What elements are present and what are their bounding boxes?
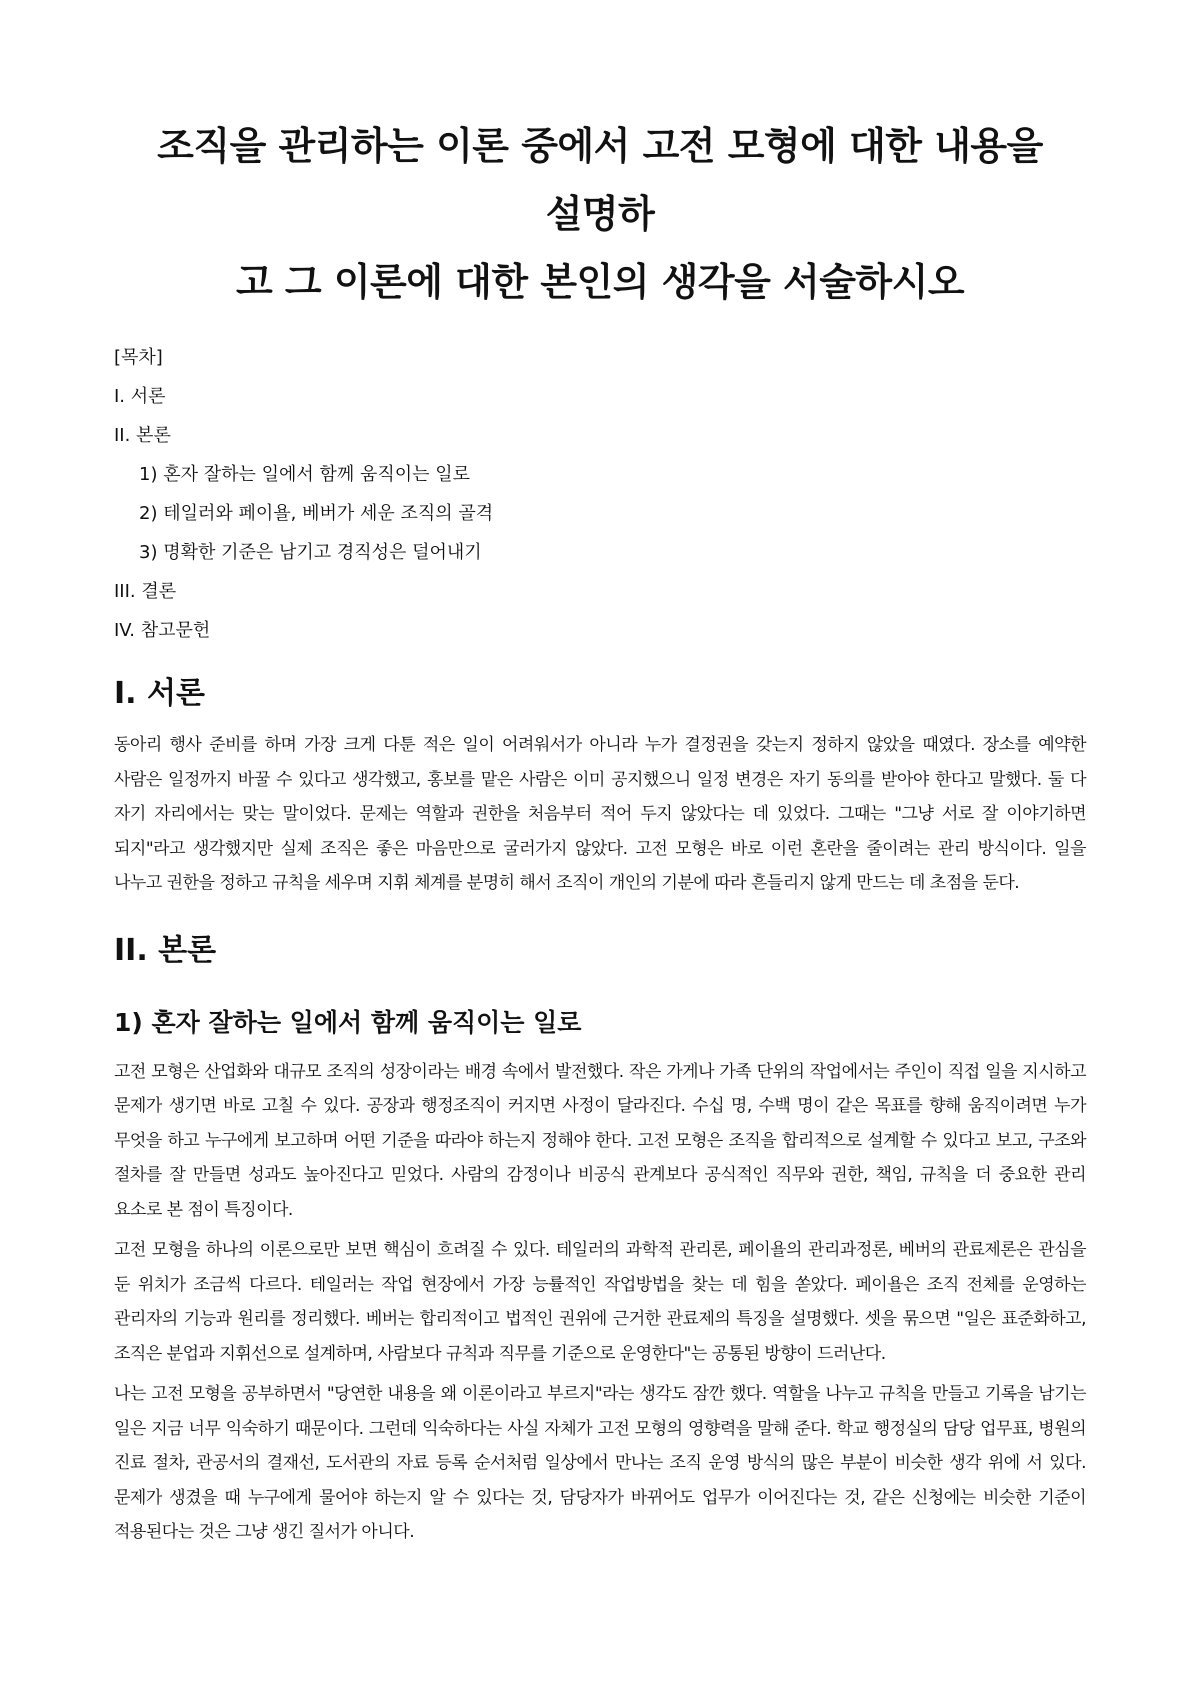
subsection-1-heading: 1) 혼자 잘하는 일에서 함께 움직이는 일로 (114, 1007, 582, 1037)
toc-item-body: II. 본론 (114, 425, 171, 446)
toc-heading: [목차] (114, 347, 163, 368)
body-paragraph-3: 나는 고전 모형을 공부하면서 "당연한 내용을 왜 이론이라고 부르지"라는 생각도 잠깐 했다. 역할을 나누고 규칙을 만들고 기록을 남기는 일은 지금 너무 익숙하기 때문이다. 그런데 익숙하다는 사실 자체가 고전 모형의 영향력을 말해 준다. 학교 행정실의 담당 업무표, 병원의 진료 절차, 관공서의 결재선, 도서관의 자료 등록 순서처럼 일상에서 만나는 조직 운영 방식의 많은 부분이 비슷한 생각 위에 서 있다. 문제가 생겼을 때 누구에게 물어야 하는지 알 수 있다는 것, 담당자가 바뀌어도 업무가 이어진다는 것, 같은 신청에는 비슷한 기준이 적용된다는 것은 그냥 생긴 질서가 아니다. (114, 1384, 1086, 1542)
title-line-2: 고 그 이론에 대한 본인의 생각을 서술하시오 (235, 260, 965, 304)
table-of-contents (114, 338, 1086, 650)
title-line-1: 조직을 관리하는 이론 중에서 고전 모형에 대한 내용을 설명하 (157, 124, 1043, 236)
toc-item-references: IV. 참고문헌 (114, 620, 211, 641)
toc-item-conclusion: III. 결론 (114, 581, 177, 602)
intro-paragraph: 동아리 행사 준비를 하며 가장 크게 다툰 적은 일이 어려워서가 아니라 누가 결정권을 갖는지 정하지 않았을 때였다. 장소를 예약한 사람은 일정까지 바꿀 수 있다고 생각했고, 홍보를 맡은 사람은 이미 공지했으니 일정 변경은 자기 동의를 받아야 한다고 말했다. 둘 다 자기 자리에서는 맞는 말이었다. 문제는 역할과 권한을 처음부터 적어 두지 않았다는 데 있었다. 그때는 "그냥 서로 잘 이야기하면 되지"라고 생각했지만 실제 조직은 좋은 마음만으로 굴러가지 않았다. 고전 모형은 바로 이런 혼란을 줄이려는 관리 방식이다. 일을 나누고 권한을 정하고 규칙을 세우며 지휘 체계를 분명히 해서 조직이 개인의 기분에 따라 흔들리지 않게 만드는 데 초점을 둔다. (114, 735, 1086, 893)
toc-item-sub1: 1) 혼자 잘하는 일에서 함께 움직이는 일로 (139, 464, 471, 485)
toc-item-intro: I. 서론 (114, 386, 166, 407)
body-paragraph-2: 고전 모형을 하나의 이론으로만 보면 핵심이 흐려질 수 있다. 테일러의 과학적 관리론, 페이욜의 관리과정론, 베버의 관료제론은 관심을 둔 위치가 조금씩 다르다. 테일러는 작업 현장에서 가장 능률적인 작업방법을 찾는 데 힘을 쏟았다. 페이욜은 조직 전체를 운영하는 관리자의 기능과 원리를 정리했다. 베버는 합리적이고 법적인 권위에 근거한 관료제의 특징을 설명했다. 셋을 묶으면 "일은 표준화하고, 조직은 분업과 지휘선으로 설계하며, 사람보다 규칙과 직무를 기준으로 운영한다"는 공통된 방향이 드러난다. (114, 1240, 1086, 1364)
body-paragraph-1: 고전 모형은 산업화와 대규모 조직의 성장이라는 배경 속에서 발전했다. 작은 가게나 가족 단위의 작업에서는 주인이 직접 일을 지시하고 문제가 생기면 바로 고칠 수 있다. 공장과 행정조직이 커지면 사정이 달라진다. 수십 명, 수백 명이 같은 목표를 향해 움직이려면 누가 무엇을 하고 누구에게 보고하며 어떤 기준을 따라야 하는지 정해야 한다. 고전 모형은 조직을 합리적으로 설계할 수 있다고 보고, 구조와 절차를 잘 만들면 성과도 높아진다고 믿었다. 사람의 감정이나 비공식 관계보다 공식적인 직무와 권한, 책임, 규칙을 더 중요한 관리 요소로 본 점이 특징이다. (114, 1061, 1086, 1220)
document-title (154, 112, 1046, 316)
toc-item-sub2: 2) 테일러와 페이욜, 베버가 세운 조직의 골격 (139, 503, 494, 524)
body-heading: II. 본론 (114, 932, 217, 968)
intro-heading: I. 서론 (114, 676, 205, 711)
toc-item-sub3: 3) 명확한 기준은 남기고 경직성은 덜어내기 (139, 542, 482, 563)
